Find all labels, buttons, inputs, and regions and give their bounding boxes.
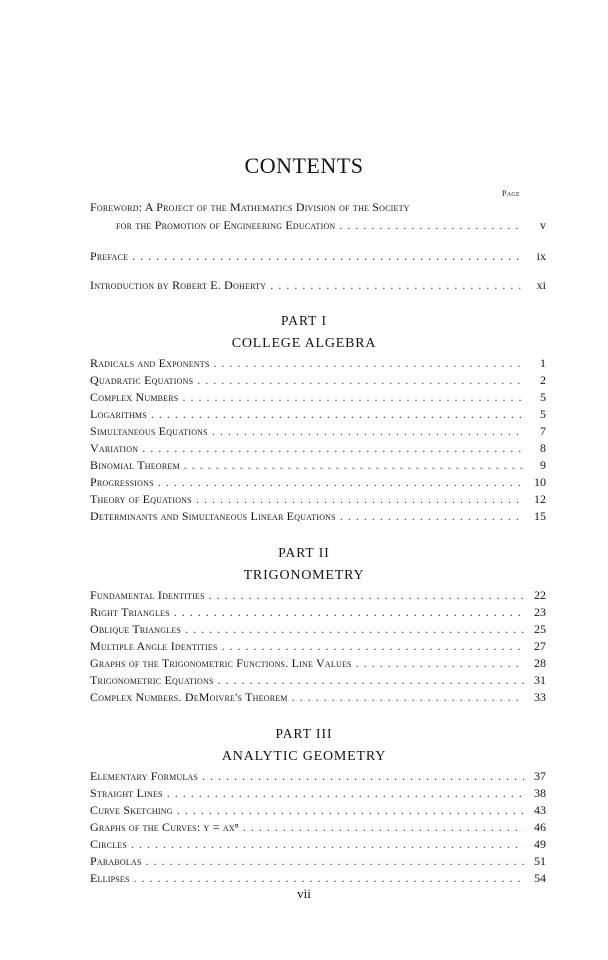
toc-entry[interactable]: Logarithms . . . 5 — [90, 407, 546, 421]
toc-entry-foreword[interactable] — [90, 200, 520, 214]
toc-entry[interactable]: Determinants and Simultaneous Linear Equations . . . 15 — [90, 509, 546, 523]
toc-entry[interactable]: Theory of Equations . . . 12 — [90, 492, 546, 506]
toc-entry-label: Foreword: A Project of the Mathematics Division of the Society — [90, 200, 410, 214]
footer-page-number: vii — [297, 886, 311, 901]
page-column-heading: Page — [502, 189, 520, 198]
toc-entry[interactable]: Graphs of the Curves: y = axⁿ . . . 46 — [90, 820, 546, 834]
toc-entry-page: v — [540, 218, 546, 232]
part-label: PART I — [280, 313, 328, 328]
toc-entry[interactable]: Circles . . . 49 — [90, 837, 546, 851]
toc-entry-label: for the Promotion of Engineering Education — [116, 218, 336, 232]
toc-entry[interactable]: Graphs of the Trigonometric Functions. Line Values . . . 28 — [90, 656, 546, 670]
toc-entry-preface[interactable] — [90, 249, 546, 263]
toc-entry[interactable]: Ellipses . . . 54 — [90, 871, 546, 885]
toc-entry[interactable]: Parabolas . . . 51 — [90, 854, 546, 868]
section-title: TRIGONOMETRY — [243, 568, 365, 583]
toc-entry-page: xi — [536, 278, 546, 292]
toc-entry[interactable]: Curve Sketching . . . 43 — [90, 803, 546, 817]
toc-entry-label: Introduction by Robert E. Doherty — [90, 278, 267, 292]
toc-entry-page: ix — [536, 249, 546, 263]
toc-entry-label: Preface — [90, 249, 129, 263]
part-label: PART III — [275, 726, 333, 741]
toc-entry[interactable]: Quadratic Equations . . . 2 — [90, 373, 546, 387]
toc-entry[interactable]: Right Triangles . . . 23 — [90, 605, 546, 619]
toc-entry[interactable]: Complex Numbers . . . 5 — [90, 390, 546, 404]
toc-entry[interactable]: Radicals and Exponents . . . 1 — [90, 356, 546, 370]
page-title: CONTENTS — [244, 153, 364, 178]
toc-entry[interactable]: Fundamental Identities . . . 22 — [90, 588, 546, 602]
toc-entry[interactable]: Progressions . . . 10 — [90, 475, 546, 489]
toc-entry[interactable]: Trigonometric Equations . . . 31 — [90, 673, 546, 687]
toc-entry[interactable]: Variation . . . 8 — [90, 441, 546, 455]
toc-entry[interactable]: Binomial Theorem . . . 9 — [90, 458, 546, 472]
toc-entry[interactable]: Elementary Formulas . . . 37 — [90, 769, 546, 783]
section-title: COLLEGE ALGEBRA — [231, 336, 377, 351]
toc-entry[interactable]: Oblique Triangles . . . 25 — [90, 622, 546, 636]
toc-entry[interactable]: Multiple Angle Identities . . . 27 — [90, 639, 546, 653]
part-label: PART II — [278, 545, 330, 560]
toc-entry-introduction[interactable] — [90, 278, 546, 292]
toc-entry[interactable]: Complex Numbers. DeMoivre's Theorem . . . 33 — [90, 690, 546, 704]
section-title: ANALYTIC GEOMETRY — [221, 749, 387, 764]
toc-entry[interactable]: Straight Lines . . . 38 — [90, 786, 546, 800]
toc-entry-foreword-cont[interactable] — [116, 218, 546, 232]
toc-entry[interactable]: Simultaneous Equations . . . 7 — [90, 424, 546, 438]
